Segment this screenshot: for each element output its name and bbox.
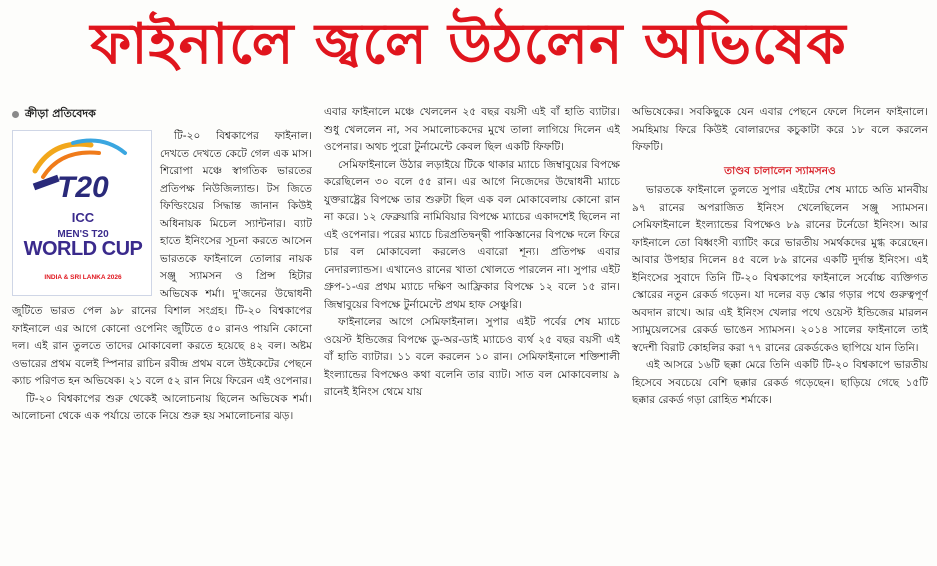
logo-worldcup-text: WORLD CUP: [23, 238, 143, 260]
byline: [12, 104, 312, 124]
col3-paragraph-1: অভিষেকের। সবকিছুকে যেন এবার পেছনে ফেলে দিলেন ফাইনালে। সমহিমায় ফিরে কিউই বোলারদের কচুকাটা করে ১৮ বলে করলেন ফিফটি।: [632, 106, 928, 153]
headline: ফাইনালে জ্বলে উঠলেন অভিষেক: [90, 12, 847, 77]
col3-paragraph-3: এই আসরে ১৬টি ছক্কা মেরে তিনি একটি টি-২০ বিশ্বকাপে ভারতীয় হিসেবে সবচেয়ে বেশি ছক্কার রেকর্ড গড়েছেন। ছাড়িয়ে গেছে ১৫টি ছক্কার রেকর্ড গড়া রোহিত শর্মাকে।: [632, 359, 928, 406]
col1-paragraph-1: টি-২০ বিশ্বকাপের ফাইনাল। দেখতে দেখতে কেটে গেল এক মাস। শিরোপা মঞ্চে স্বাগতিক ভারতের প্রতিপক্ষ নিউজিল্যান্ড। টস জিতে ফিল্ডিংয়ের সিদ্ধান্ত জানান কিউই অধিনায়ক মিচেল স্যান্টনার। ব্যাট হাতে ইনিংসের সূচনা করতে আসেন ভারতকে ফাইনালে তোলার নায়ক সঞ্জু স্যামসন ও প্রিন্স হিটার অভিষেক শর্মা। দু'জনের উদ্বোধনী জুটিতে ভারত পেল ৯৮ রানের বিশাল সংগ্রহ। টি-২০ বিশ্বকাপের ফাইনালে এর আগে কোনো ওপেনিং জুটিতে ৫০ রানও পায়নি কোনো দল। এই রান তুলতে তাদের মোকাবেলা করতে হয়েছে ৪২ বল। অষ্টম ওভারের প্রথম বলেই স্পিনার রাচিন রবীন্দ্র প্রথম বলে উইকেটের পেছনে ক্যাচ পরিণত হন অভিষেক। ২১ বলে ৫২ রান নিয়ে ফিরেন এই ওপেনার।: [12, 130, 312, 387]
subheading: তাণ্ডব চালালেন স্যামসনও: [724, 164, 836, 177]
bullet-icon: [12, 111, 19, 118]
byline-text: ক্রীড়া প্রতিবেদক: [25, 107, 96, 121]
logo-icc-text: ICC: [71, 210, 95, 225]
logo-mens-text: MEN'S T20: [57, 229, 109, 240]
t20-logo-icon: [13, 131, 153, 211]
article-column-1: [12, 104, 312, 560]
col2-paragraph-2: সেমিফাইনালে উঠার লড়াইয়ে টিকে থাকার ম্যাচে জিম্বাবুয়ের বিপক্ষে করেছিলেন ৩০ বলে ৫৫ রান। এর আগে নিজেদের উদ্বোধনী ম্যাচে যুক্তরাষ্ট্রের বিপক্ষে তার শুরুটা ছিল এক বল মোকাবেলায় কোনো রান না করে। ১২ ফেব্রুয়ারি নামিবিয়ার বিপক্ষে ম্যাচের একাদশেই ছিলেন না এই ওপেনার। পরের ম্যাচে চিরপ্রতিদ্বন্দ্বী পাকিস্তানের বিপক্ষে দলে ফিরে চার বল মোকাবেলা করলেও এবারো শূন্য। প্রতিপক্ষ এবার নেদারল্যান্ডস। এখানেও রানের খাতা খোলতে পারলেন না। সুপার এইট গ্রুপ-১-এর প্রথম ম্যাচে দক্ষিণ আফ্রিকার বিপক্ষে ১২ বলে ১৫ রান। জিম্বাবুয়ের বিপক্ষে টুর্নামেন্টে প্রথম হাফ সেঞ্চুরি।: [324, 158, 620, 311]
col2-paragraph-1: এবার ফাইনালে মঞ্চে খেললেন ২৫ বছর বয়সী এই বাঁ হাতি ব্যাটার। শুধু খেললেন না, সব সমালোচকদের মুখে তালা লাগিয়ে দিলেন এই ওপেনার। অথচ পুরো টুর্নামেন্টে কেবল ছিল একটি ফিফটি।: [324, 106, 620, 153]
t20-world-cup-logo: [12, 130, 152, 296]
svg-text:T20: T20: [57, 171, 109, 204]
article-column-3: [632, 104, 928, 560]
col3-paragraph-2: ভারতকে ফাইনালে তুলতে সুপার এইটের শেষ ম্যাচে অতি মানবীয় ৯৭ রানের অপরাজিত ইনিংস খেলেছিলেন সঞ্জু স্যামসন। সেমিফাইনালে ইংল্যান্ডের বিপক্ষেও ৮৯ রানের টর্নেডো ইনিংস। আর ফাইনালে তো বিধ্বংসী ব্যাটিং করে ভারতীয় সমর্থকদের মুগ্ধ করেছেন। আবার উপহার দিলেন ৪৫ বলে ৮৯ রানের একটি দুর্দান্ত ইনিংস। এই ইনিংসের সুবাদে তিনি টি-২০ বিশ্বকাপের ফাইনালে সর্বোচ্চ ব্যক্তিগত স্কোরের নতুন রেকর্ড গড়েন। যা দলের বড় স্কোর গড়ার পথে গুরুত্বপূর্ণ অবদান রাখে। আর এই ইনিংস খেলার পথে ওয়েস্ট ইন্ডিজের মারলন স্যামুয়েলসের রেকর্ড ভাঙেন স্যামসন। ২০১৪ সালের ফাইনালে তাই স্বদেশী বিরাট কোহলির করা ৭৭ রানের রেকর্ডকেও ছাপিয়ে যান তিনি।: [632, 184, 928, 354]
article-column-2: [324, 104, 620, 560]
logo-host-text: INDIA & SRI LANKA 2026: [44, 274, 122, 281]
col2-paragraph-3: ফাইনালের আগে সেমিফাইনাল। সুপার এইট পর্বের শেষ ম্যাচে ওয়েস্ট ইন্ডিজের বিপক্ষে ডু-অর-ডাই ম্যাচেও ব্যর্থ ২৫ বছর বয়সী এই বাঁ হাতি ব্যাটার। ১১ বলে করলেন ১০ রান। সেমিফাইনালে শক্তিশালী ইংল্যান্ডের বিপক্ষেও কথা বলেনি তার ব্যাট। সাত বল মোকাবেলায় ৯ রানেই ইনিংস থেমে যায়: [324, 316, 620, 398]
col1-paragraph-2: টি-২০ বিশ্বকাপের শুরু থেকেই আলোচনায় ছিলেন অভিষেক শর্মা। আলোচনা থেকে এক পর্যায়ে তাকে নিয়ে শুরু হয় সমালোচনার ঝড়।: [12, 392, 312, 422]
